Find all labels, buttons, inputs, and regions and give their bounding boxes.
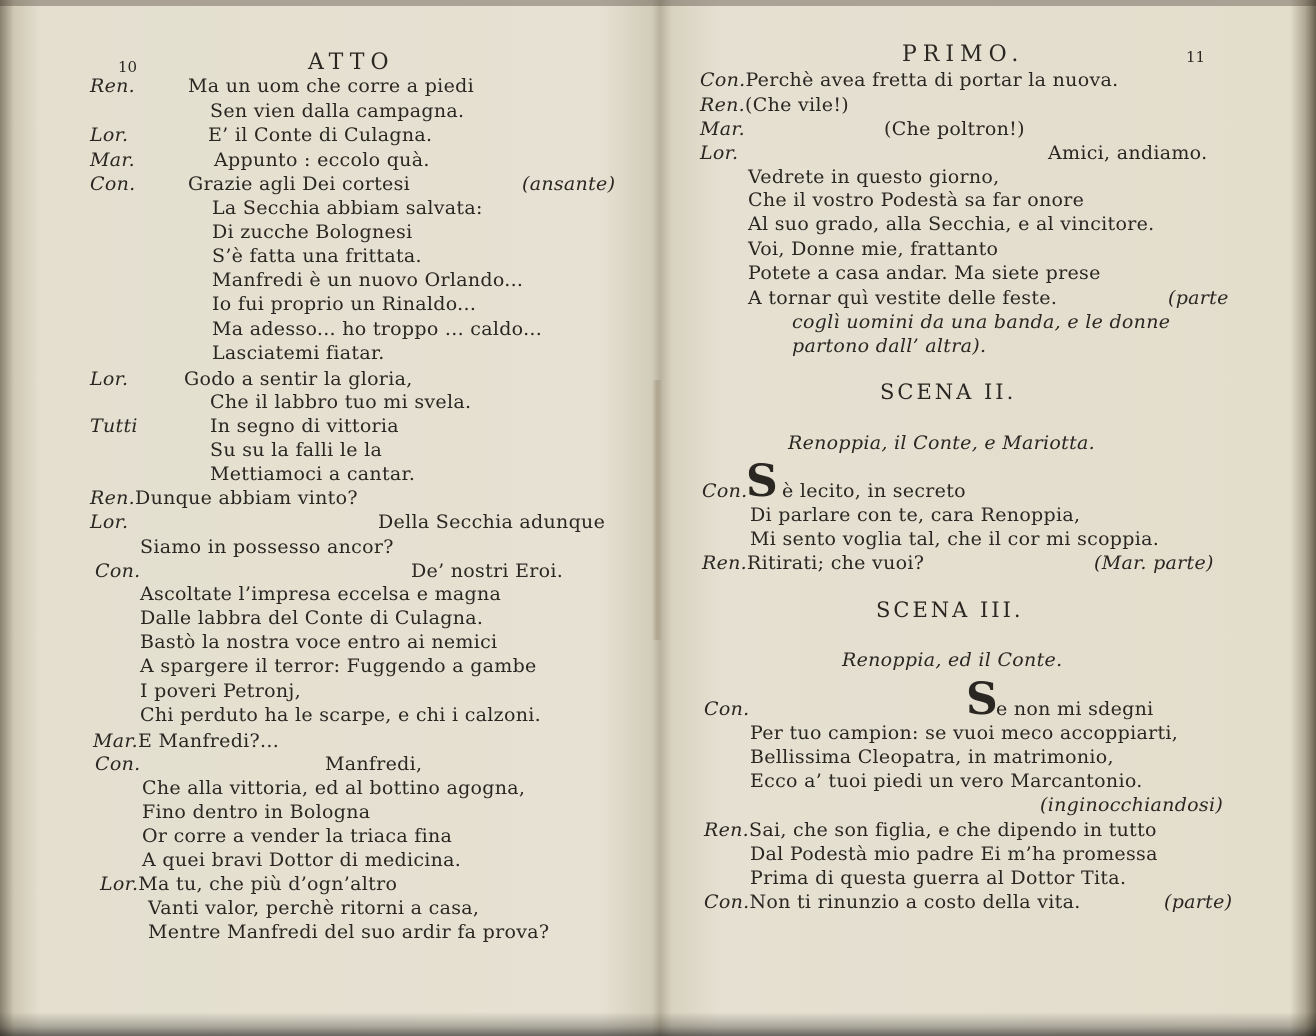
line: Di parlare con te, cara Renoppia, [750, 504, 1081, 526]
scene-characters: Renoppia, ed il Conte. [842, 649, 1063, 671]
line: Tutti In segno di vittoria [90, 415, 399, 437]
line: Io fui proprio un Rinaldo... [212, 293, 477, 315]
line: Su su la falli le la [210, 439, 383, 461]
line: Ecco a’ tuoi piedi un vero Marcantonio. [750, 770, 1143, 792]
line: A spargere il terror: Fuggendo a gambe [140, 655, 537, 677]
line: Mettiamoci a cantar. [210, 463, 416, 485]
line: Chi perduto ha le scarpe, e chi i calzoni. [140, 704, 541, 726]
line: Con.Perchè avea fretta di portar la nuova. [700, 69, 1119, 91]
bottom-edge [0, 1012, 1316, 1036]
line: Lor. Godo a sentir la gloria, [90, 368, 413, 390]
line: Di zucche Bolognesi [212, 221, 413, 243]
left-running-header: ATTO [308, 50, 395, 75]
stage-direction: (inginocchiandosi) [1040, 794, 1224, 816]
line: Per tuo campion: se vuoi meco accoppiarti, [750, 722, 1179, 744]
line: Siamo in possesso ancor? [140, 536, 394, 558]
line: Fino dentro in Bologna [142, 801, 371, 823]
drop-cap: S [966, 674, 998, 725]
scene-characters: Renoppia, il Conte, e Mariotta. [788, 432, 1096, 454]
line: Ascoltate l’impresa eccelsa e magna [140, 583, 502, 605]
line: Sen vien dalla campagna. [210, 100, 465, 122]
top-edge [0, 0, 1316, 6]
line: A tornar quì vestite delle feste. (parte [748, 287, 1229, 309]
line: Mentre Manfredi del suo ardir fa prova? [148, 921, 550, 943]
line: Lor. E’ il Conte di Culagna. [90, 124, 433, 146]
line: Voi, Donne mie, frattanto [748, 238, 999, 260]
line: Dalle labbra del Conte di Culagna. [140, 607, 484, 629]
scene-title: SCENA II. [880, 380, 1017, 404]
right-page-number: 11 [1186, 48, 1206, 66]
line: Vanti valor, perchè ritorni a casa, [148, 897, 480, 919]
line: Prima di questa guerra al Dottor Tita. [750, 867, 1127, 889]
line: Con. e non mi sdegni [704, 698, 1154, 720]
line: Con. è lecito, in secreto [702, 480, 966, 502]
line: Lor. Amici, andiamo. [700, 142, 1208, 164]
line: Mi sento voglia tal, che il cor mi scoppia. [750, 528, 1160, 550]
line: I poveri Petronj, [140, 680, 301, 702]
page-gutter [652, 380, 662, 640]
line: Lor.Ma tu, che più d’ogn’altro [100, 873, 398, 895]
line: Con. Manfredi, [95, 753, 423, 775]
line: La Secchia abbiam salvata: [212, 197, 483, 219]
line: Ren.Ritirati; che vuoi? (Mar. parte) [702, 552, 1214, 574]
line: partono dall’ altra). [792, 335, 987, 357]
line: Mar.E Manfredi?... [93, 730, 280, 752]
line: Ma adesso... ho troppo ... caldo... [212, 318, 543, 340]
line: S’è fatta una frittata. [212, 245, 422, 267]
line: Manfredi è un nuovo Orlando... [212, 269, 524, 291]
line: Lor. Della Secchia adunque [90, 511, 606, 533]
line: Con. Grazie agli Dei cortesi (ansante) [90, 173, 616, 195]
line: Vedrete in questo giorno, [748, 166, 1000, 188]
line: Ren.Sai, che son figlia, e che dipendo in tutto [704, 819, 1157, 841]
line: Che il labbro tuo mi svela. [210, 391, 472, 413]
left-page-number: 10 [118, 58, 138, 76]
line: Dal Podestà mio padre Ei m’ha promessa [750, 843, 1158, 865]
line: Che alla vittoria, ed al bottino agogna, [142, 777, 526, 799]
line: Ren. Ma un uom che corre a piedi [90, 75, 474, 97]
line: Lasciatemi fiatar. [212, 342, 385, 364]
line: Al suo grado, alla Secchia, e al vincitore. [748, 213, 1155, 235]
line: Potete a casa andar. Ma siete prese [748, 262, 1101, 284]
line: A quei bravi Dottor di medicina. [142, 849, 462, 871]
line: Bastò la nostra voce entro ai nemici [140, 631, 498, 653]
line: Ren.(Che vile!) [700, 94, 849, 116]
scene-title: SCENA III. [876, 598, 1024, 622]
line: Mar. (Che poltron!) [700, 118, 1025, 140]
line: Bellissima Cleopatra, in matrimonio, [750, 746, 1114, 768]
line: Ren.Dunque abbiam vinto? [90, 487, 358, 509]
line: coglì uomini da una banda, e le donne [792, 311, 1171, 333]
line: Con. De’ nostri Eroi. [95, 560, 564, 582]
line: Mar. Appunto : eccolo quà. [90, 149, 430, 171]
line: Or corre a vender la triaca fina [142, 825, 453, 847]
line: Con.Non ti rinunzio a costo della vita. (parte) [704, 891, 1233, 913]
drop-cap: S [746, 456, 778, 507]
right-running-header: PRIMO. [902, 42, 1025, 67]
line: Che il vostro Podestà sa far onore [748, 189, 1085, 211]
